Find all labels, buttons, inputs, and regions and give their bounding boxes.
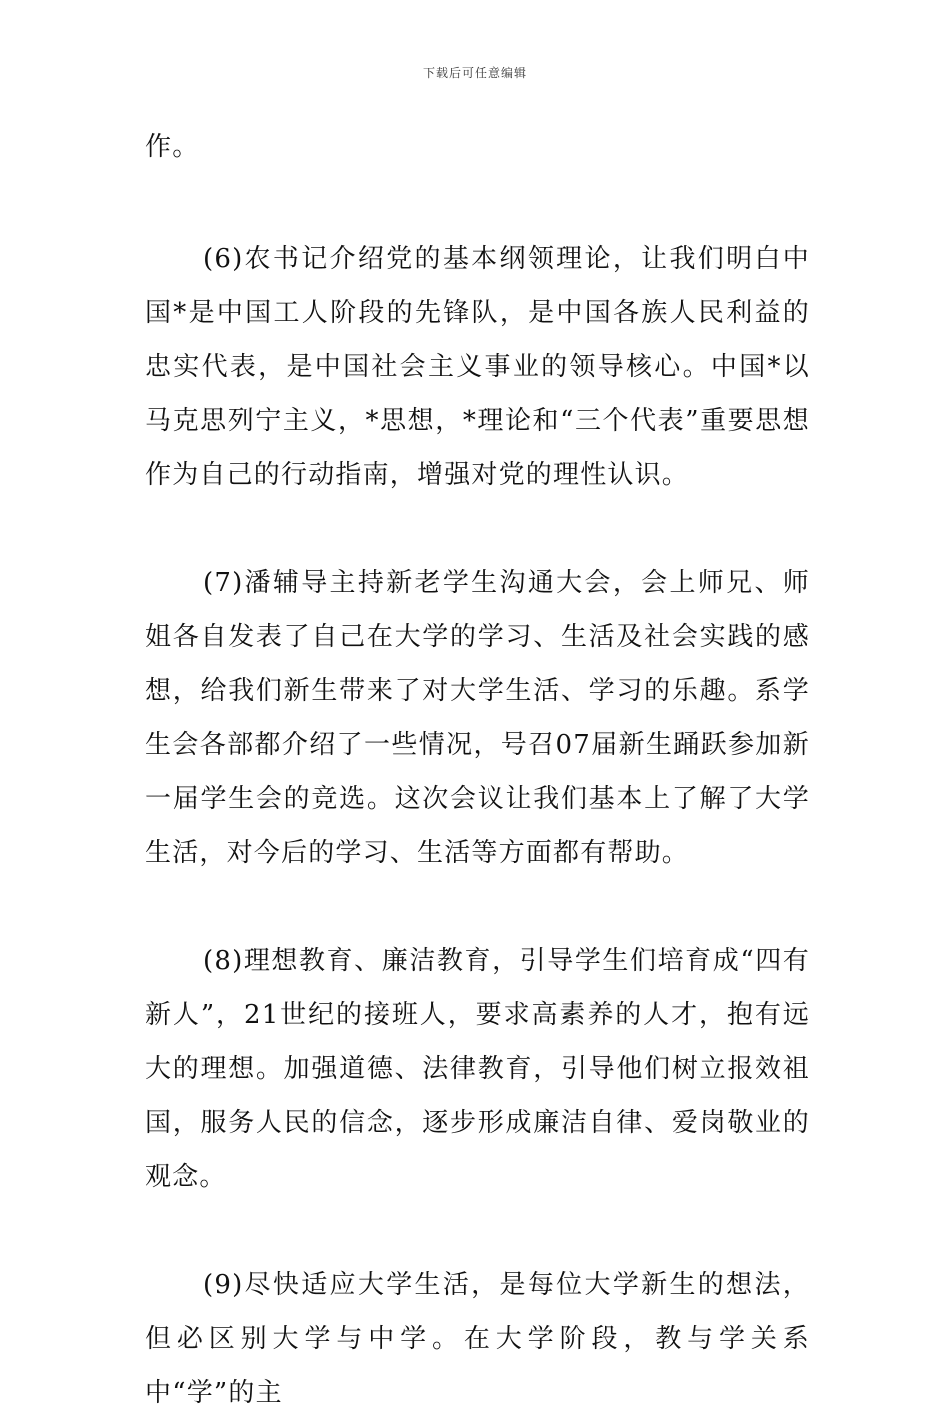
- paragraph-6: (6)农书记介绍党的基本纲领理论，让我们明白中国*是中国工人阶段的先锋队，是中国各族人民利益的忠实代表，是中国社会主义事业的领导核心。中国*以马克思列宁主义，*思想，*理论和“三个代表”重要思想作为自己的行动指南，增强对党的理性认识。: [145, 244, 810, 490]
- paragraph-7: (7)潘辅导主持新老学生沟通大会，会上师兄、师姐各自发表了自己在大学的学习、生活及社会实践的感想，给我们新生带来了对大学生活、学习的乐趣。系学生会各部都介绍了一些情况，号召07届新生踊跃参加新一届学生会的竞选。这次会议让我们基本上了解了大学生活，对今后的学习、生活等方面都有帮助。: [145, 568, 810, 868]
- page-header: 下载后可任意编辑: [422, 66, 527, 80]
- paragraph-9: (9)尽快适应大学生活，是每位大学新生的想法，但必区别大学与中学。在大学阶段，教与学关系中“学”的主: [145, 1270, 810, 1408]
- paragraph-continuation: 作。: [145, 132, 200, 162]
- document-body: [145, 120, 810, 1420]
- paragraph-8: (8)理想教育、廉洁教育，引导学生们培育成“四有新人”，21世纪的接班人，要求高素养的人才，抱有远大的理想。加强道德、法律教育，引导他们树立报效祖国，服务人民的信念，逐步形成廉洁自律、爱岗敬业的观念。: [145, 946, 810, 1192]
